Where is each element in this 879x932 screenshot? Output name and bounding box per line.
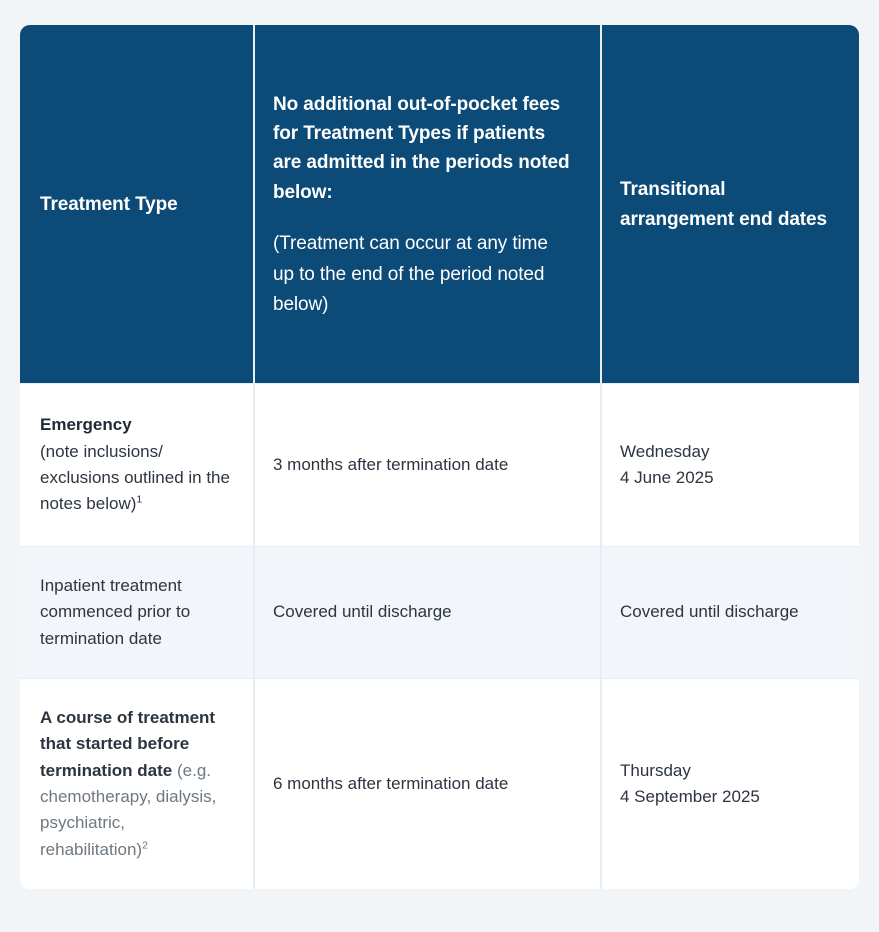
cell-end-date (600, 679, 859, 889)
cell-treatment-type (20, 679, 253, 889)
cell-covered-period (253, 547, 600, 678)
treatment-type-detail: (e.g. chemotherapy, dialysis, psychiatric, rehabilitation) (40, 760, 217, 859)
cell-end-date (600, 547, 859, 678)
covered-period-text: 6 months after termination date (273, 773, 509, 793)
treatment-type-detail: Inpatient treatment commenced prior to termination date (40, 576, 191, 648)
table-row (20, 383, 859, 546)
header-title-end-dates: Transitional arrangement end dates (620, 178, 827, 230)
covered-period-text: Covered until discharge (273, 602, 452, 622)
treatment-type-lead: A course of treatment that started before termination date (40, 708, 216, 780)
header-cell-treatment-type (20, 25, 253, 383)
end-date-weekday: Thursday (620, 760, 691, 780)
table-header-row (20, 25, 859, 383)
end-date-value: Covered until discharge (620, 602, 799, 622)
cell-covered-period (253, 679, 600, 889)
cell-end-date (600, 384, 859, 546)
treatment-type-footnote-marker: 1 (136, 493, 143, 506)
header-subtitle-treatment-timing: (Treatment can occur at any time up to the end of the period noted below) (273, 233, 548, 316)
cell-treatment-type (20, 547, 253, 678)
treatment-type-footnote-marker: 2 (142, 839, 148, 852)
treatment-type-text (40, 705, 231, 863)
header-cell-no-additional-fees (253, 25, 600, 383)
treatment-type-text (40, 412, 231, 517)
treatment-type-lead: Emergency (40, 415, 132, 435)
cell-covered-period (253, 384, 600, 546)
table-row (20, 546, 859, 678)
end-date-value: 4 June 2025 (620, 468, 714, 487)
end-date-value: 4 September 2025 (620, 787, 760, 807)
header-title-treatment-type: Treatment Type (40, 193, 178, 215)
table-row (20, 678, 859, 889)
header-cell-end-dates (600, 25, 859, 383)
cell-treatment-type (20, 384, 253, 546)
end-date-weekday: Wednesday (620, 441, 710, 461)
end-date-text (620, 758, 837, 811)
covered-period-text: 3 months after termination date (273, 454, 509, 474)
end-date-text (620, 439, 837, 492)
header-title-no-additional-fees: No additional out-of-pocket fees for Treatment Types if patients are admitted in the periods noted below: (273, 93, 570, 203)
treatment-type-detail: (note inclusions/ exclusions outlined in the notes below) (40, 441, 230, 514)
transitional-arrangements-table (20, 25, 859, 889)
